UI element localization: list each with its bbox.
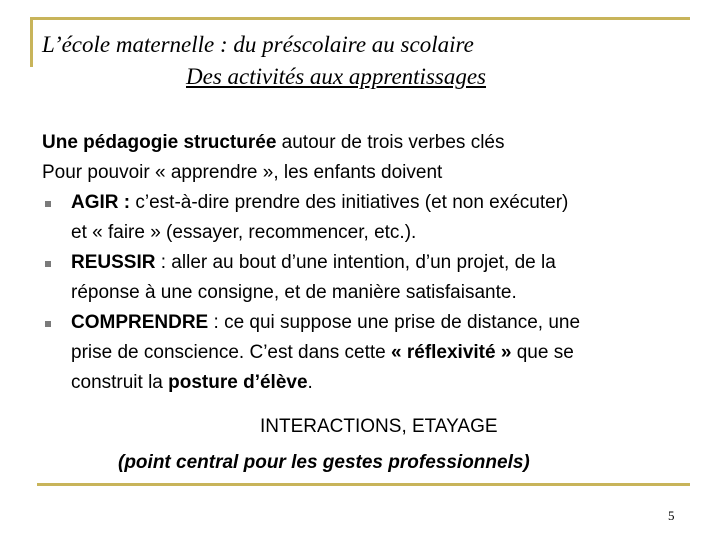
interactions-heading: INTERACTIONS, ETAYAGE [260,416,498,437]
square-bullet-icon [45,201,51,207]
intro-line [42,128,717,158]
square-bullet-icon [45,321,51,327]
title-frame-top-rule [30,17,690,20]
bullet-keyword: COMPRENDRE [71,312,209,333]
bullet-line [71,338,717,368]
title-frame-left-rule [30,17,33,67]
bottom-rule [37,483,690,486]
slide-title-line2: Des activités aux apprentissages [186,64,487,89]
bullet-text: et « faire » (essayer, recommencer, etc.). [71,222,417,243]
bullet-line [71,308,717,338]
bullet-text: construit la [71,372,169,393]
square-bullet-icon [45,261,51,267]
bullet-text: . [307,372,313,393]
bullet-text: : aller au bout d’une intention, d’un projet, de la [155,252,556,273]
bullet-item-comprendre [42,308,717,398]
page-number: 5 [668,508,675,523]
slide-body [42,128,717,398]
bullet-text: c’est-à-dire prendre des initiatives (et non exécuter) [130,192,569,213]
bullet-keyword: REUSSIR [71,252,156,273]
bullet-text: réponse à une consigne, et de manière satisfaisante. [71,282,517,303]
intro-bold: Une pédagogie structurée [42,132,277,153]
central-point-text: (point central pour les gestes professionnels) [118,452,530,473]
bullet-item-reussir [42,248,717,308]
intro-rest: autour de trois verbes clés [276,132,505,153]
bullet-item-agir [42,188,717,248]
bullet-line [71,248,717,278]
bullet-text: prise de conscience. C’est dans cette [71,342,392,363]
reflexivite-emphasis: « réflexivité » [391,342,512,363]
bullet-keyword: AGIR : [71,192,131,213]
bullet-line [71,188,717,218]
posture-emphasis: posture d’élève [168,372,308,393]
bullet-text: : ce qui suppose une prise de distance, une [208,312,581,333]
bullet-line [71,368,717,398]
intro-line-2: Pour pouvoir « apprendre », les enfants doivent [42,162,443,183]
slide-title-line1: L’école maternelle : du préscolaire au scolaire [42,32,474,57]
bullet-text: que se [511,342,574,363]
